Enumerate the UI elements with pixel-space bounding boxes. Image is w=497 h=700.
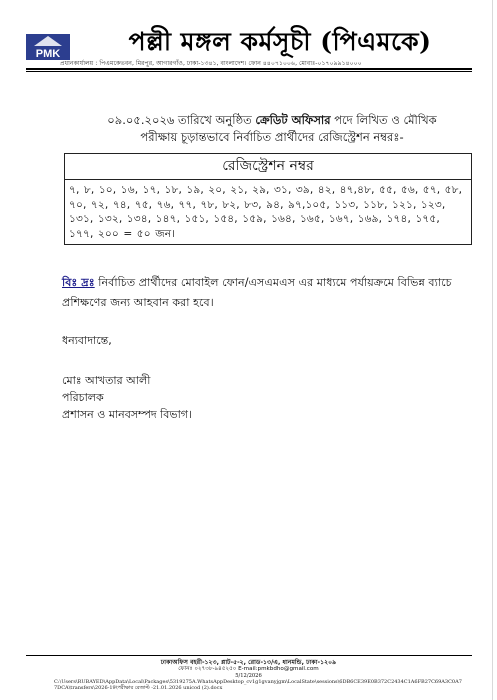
signature-block bbox=[62, 372, 192, 423]
footer-contact: ফোনঃ ০২৭৩৮-৯৪৫২৫০ E-mail:pmkbdho@gmail.com bbox=[178, 666, 319, 672]
note-paragraph bbox=[62, 273, 474, 313]
page-edge bbox=[492, 0, 493, 700]
footer-file-path: C:\Users\RUBAYED\AppData\Local\Packages\5319275A.WhatsAppDesktop_cv1g1gvanyjgm\LocalState\sessions\6DB6CE39E0B372C2434C1A6FB27C69A3C0A77DCA\transfers\2026-19\পরীক্ষার রেজাল্ট -21.01.2026 unicod (2).docx bbox=[54, 679, 462, 692]
registration-numbers: ৭, ৮, ১০, ১৬, ১৭, ১৮, ১৯, ২০, ২১, ২৯, ৩১, ৩৯, ৪২, ৪৭,৪৮, ৫৫, ৫৬, ৫৭, ৫৮, ৭০, ৭২, ৭৪, ৭৫, ৭৬, ৭৭, ৭৮, ৮২, ৮৩, ৯৪, ৯৭,১০৫, ১১৩, ১১৮, ১২১, ১২৩, ১৩১, ১৩২, ১৩৪, ১৪৭, ১৫১, ১৫৪, ১৫৯, ১৬৪, ১৬৫, ১৬৭, ১৬৯, ১৭৪, ১৭৫, ১৭৭, ২০০ = ৫০ জন। bbox=[69, 184, 463, 240]
header-divider bbox=[26, 68, 472, 70]
signatory-title: পরিচালক bbox=[62, 391, 104, 404]
intro-line-2: পরীক্ষায় চূড়ান্তভাবে নির্বাচিত প্রার্থীদের রেজিস্ট্রেশন নম্বরঃ- bbox=[140, 130, 404, 144]
header-divider-thin bbox=[26, 71, 472, 72]
intro-prefix: ০৯.০৫.২০২৬ তারিখে অনুষ্ঠিত bbox=[107, 113, 256, 127]
organization-address: প্রধানকার্যালয় : পিএমকেভবন, মিরপুর, আগারগাঁও, ঢাকা-১৩৪১, বাংলাদেশ। ফোন ৪৪০৭১০০৬, মোবাঃ-০১৭০৯৯১৪০০০ bbox=[60, 60, 362, 67]
footer-divider bbox=[26, 655, 472, 656]
footer-address: ঢাকাঅফিস বহরী-১২৩, প্লাট-৫-২, রোড-১৩/এ, ধানমন্ডি, ঢাকা-১২০৯ bbox=[160, 659, 337, 666]
intro-paragraph bbox=[72, 112, 472, 146]
pmk-logo bbox=[26, 34, 70, 60]
note-label: বিঃ দ্রঃ bbox=[62, 276, 95, 289]
signatory-department: প্রশাসন ও মানবসম্পদ বিভাগ। bbox=[62, 408, 192, 421]
closing-text: ধন্যবাদান্তে, bbox=[62, 334, 112, 347]
signatory-name: মোঃ আখতার আলী bbox=[62, 374, 151, 387]
registration-heading: রেজিস্ট্রেশন নম্বর bbox=[65, 154, 471, 180]
note-text: নির্বাচিত প্রার্থীদের মোবাইল ফোন/এসএমএস এর মাধ্যমে পর্যায়ক্রমে বিভিন্ন ব্যাচে প্রশিক্ষণের জন্য আহবান করা হবে। bbox=[62, 276, 452, 309]
intro-suffix: পদে লিখিত ও মৌখিক bbox=[330, 113, 437, 127]
registration-box bbox=[64, 153, 472, 245]
post-name: ক্রেডিট অফিসার bbox=[255, 113, 331, 127]
organization-name: পল্লী মঙ্গল কর্মসূচী (পিএমকে) bbox=[128, 27, 432, 56]
logo-text: PMK bbox=[35, 48, 61, 60]
footer-date: 5/12/2026 bbox=[235, 673, 262, 679]
